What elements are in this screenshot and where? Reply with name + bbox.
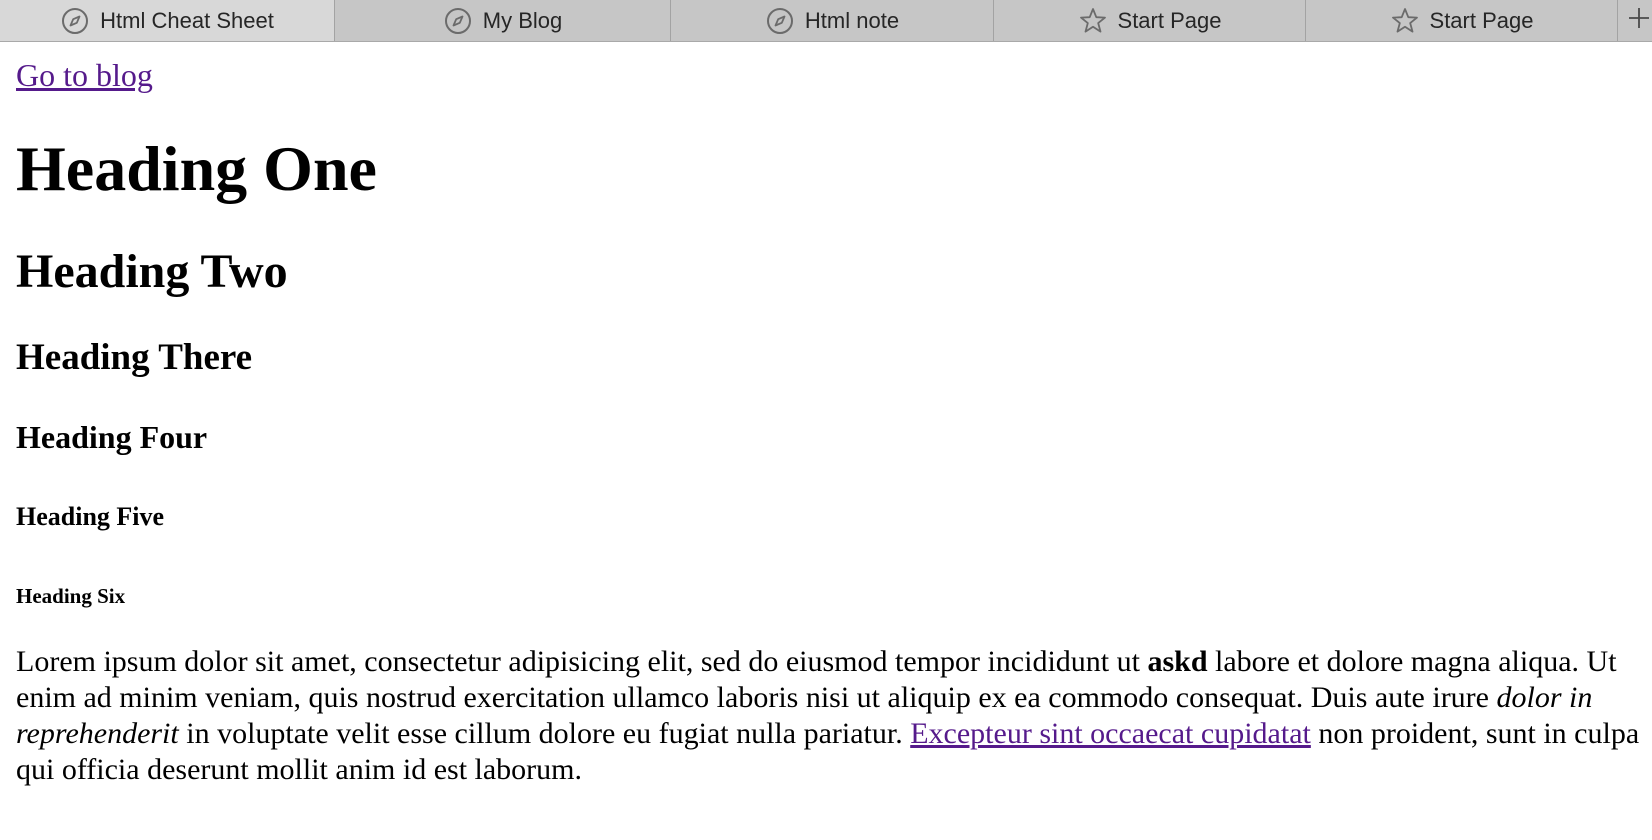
tab-my-blog[interactable]	[335, 0, 671, 41]
paragraph-text: in voluptate velit esse cillum dolore eu fugiat nulla pariatur.	[178, 717, 911, 751]
tab-label: Html note	[804, 7, 900, 33]
heading-three: Heading There	[16, 336, 253, 378]
compass-icon	[765, 6, 795, 36]
tab-html-note[interactable]	[671, 0, 994, 41]
tab-start-page[interactable]	[1306, 0, 1618, 41]
go-to-blog-link[interactable]: Go to blog	[16, 57, 153, 93]
new-tab-button[interactable]	[1618, 0, 1652, 41]
body-paragraph	[16, 644, 1646, 788]
paragraph-text: Lorem ipsum dolor sit amet, consectetur adipisicing elit, sed do eiusmod tempor incididunt ut	[16, 645, 1148, 679]
compass-icon	[60, 6, 90, 36]
tab-start-page[interactable]	[994, 0, 1306, 41]
plus-icon	[1626, 5, 1652, 36]
tab-bar	[0, 0, 1652, 42]
tab-html-cheat-sheet[interactable]	[0, 0, 335, 41]
tab-label: My Blog	[482, 7, 563, 33]
star-icon	[1390, 6, 1420, 36]
paragraph-text: labore et dolore magna aliqua. Ut enim ad minim veniam, quis nostrud exercitation ullamco laboris nisi ut aliquip ex ea commodo consequat. Duis aute irure	[16, 645, 1617, 715]
italic-text: dolor in reprehenderit	[16, 681, 1593, 751]
excepteur-link[interactable]: Excepteur sint occaecat cupidatat	[910, 717, 1311, 751]
page-content	[16, 42, 1646, 788]
heading-four: Heading Four	[16, 419, 208, 456]
tab-label: Start Page	[1429, 7, 1534, 33]
star-icon	[1078, 6, 1108, 36]
bold-text: askd	[1147, 645, 1208, 679]
heading-six: Heading Six	[16, 584, 126, 609]
compass-icon	[443, 6, 473, 36]
heading-two: Heading Two	[16, 244, 288, 298]
heading-five: Heading Five	[16, 502, 165, 532]
paragraph-text: non proident, sunt in culpa qui officia deserunt mollit anim id est laborum.	[16, 717, 1640, 787]
tab-label: Html Cheat Sheet	[100, 7, 274, 33]
heading-one: Heading One	[16, 133, 377, 204]
tab-label: Start Page	[1117, 7, 1222, 33]
